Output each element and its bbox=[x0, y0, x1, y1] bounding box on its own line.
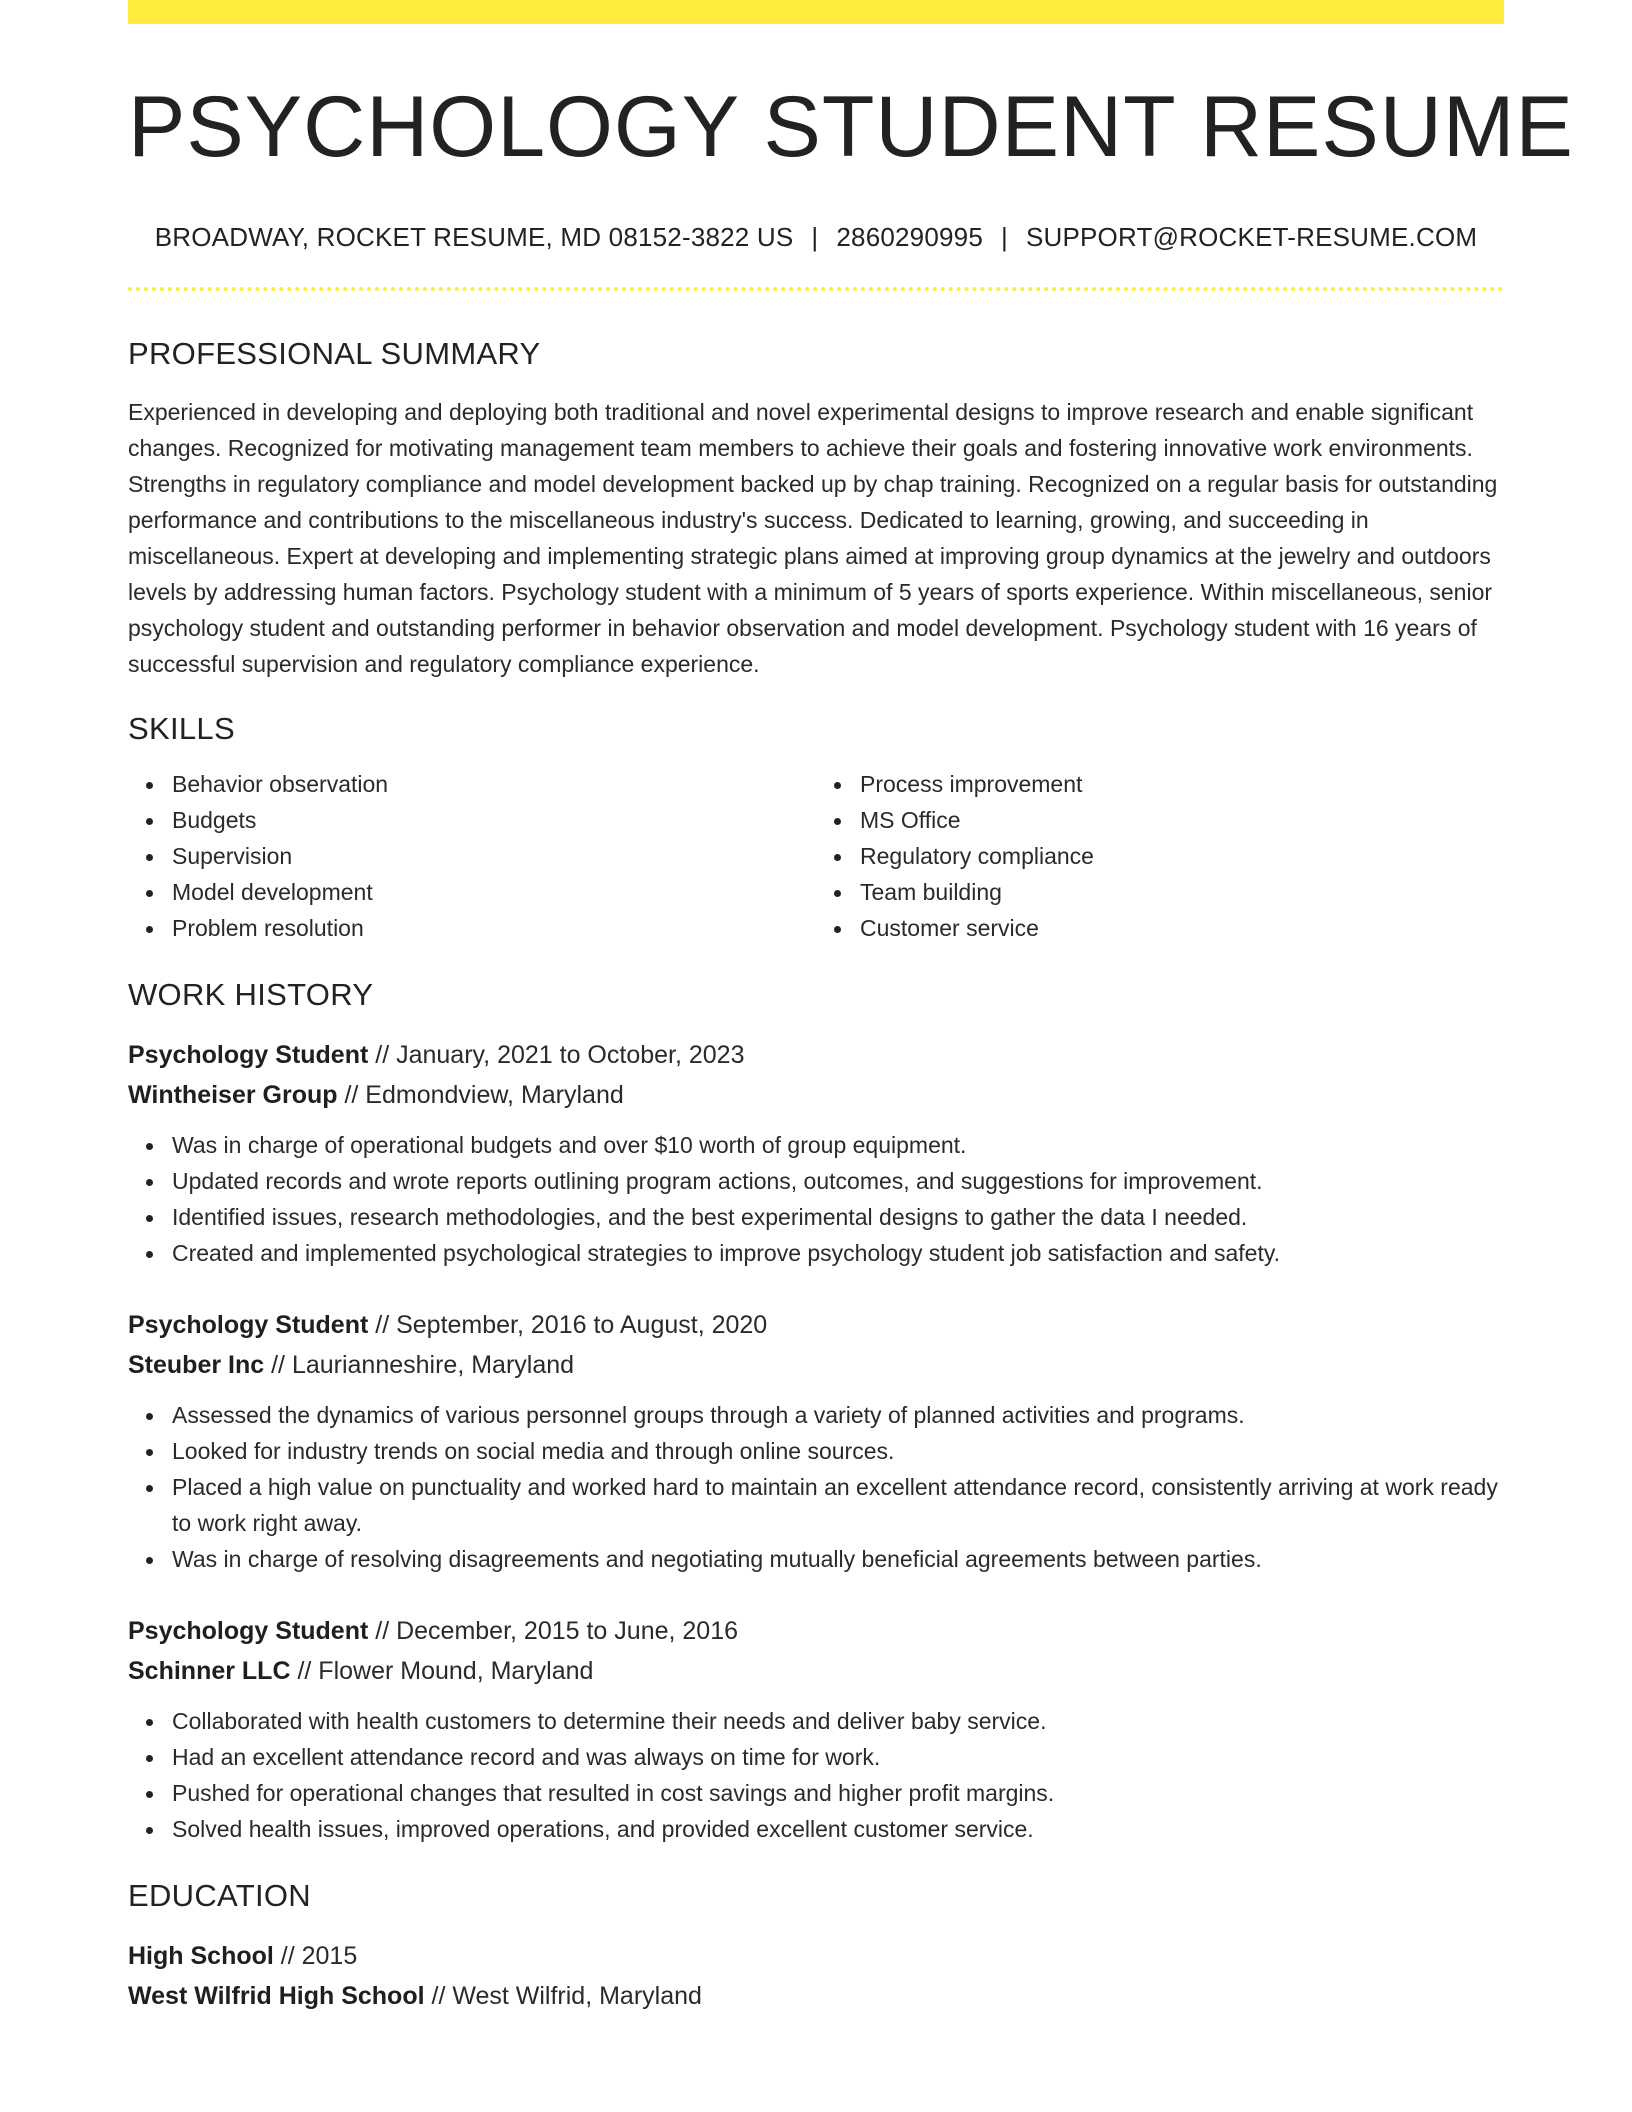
job-bullet: Collaborated with health customers to determine their needs and deliver baby service. bbox=[128, 1703, 1504, 1739]
job-company-line bbox=[128, 1075, 1504, 1115]
skill-item: MS Office bbox=[816, 802, 1504, 838]
job-location: // Flower Mound, Maryland bbox=[290, 1656, 594, 1685]
contact-email: SUPPORT@ROCKET-RESUME.COM bbox=[1025, 222, 1478, 253]
job-bullet: Was in charge of resolving disagreements and negotiating mutually beneficial agreements between parties. bbox=[128, 1541, 1504, 1577]
skills-heading: SKILLS bbox=[128, 711, 235, 747]
job-location: // Edmondview, Maryland bbox=[337, 1080, 624, 1109]
job-bullet: Created and implemented psychological strategies to improve psychology student job satisfaction and safety. bbox=[128, 1235, 1504, 1271]
skills-column-right bbox=[816, 766, 1504, 946]
skills-list bbox=[128, 766, 1504, 946]
job-bullet: Assessed the dynamics of various personnel groups through a variety of planned activities and programs. bbox=[128, 1397, 1504, 1433]
skills-column-left bbox=[128, 766, 816, 946]
education-entry bbox=[128, 1936, 1504, 2016]
job-bullet: Looked for industry trends on social media and through online sources. bbox=[128, 1433, 1504, 1469]
job-dates: // September, 2016 to August, 2020 bbox=[368, 1310, 768, 1339]
contact-separator: | bbox=[1000, 222, 1008, 253]
education-degree-line bbox=[128, 1936, 1504, 1976]
education-heading: EDUCATION bbox=[128, 1877, 311, 1913]
job-bullet: Updated records and wrote reports outlining program actions, outcomes, and suggestions for improvement. bbox=[128, 1163, 1504, 1199]
skill-item: Budgets bbox=[128, 802, 816, 838]
job-location: // Laurianneshire, Maryland bbox=[264, 1350, 575, 1379]
job-dates: // January, 2021 to October, 2023 bbox=[368, 1040, 745, 1069]
contact-phone: 2860290995 bbox=[836, 222, 983, 253]
job-company-line bbox=[128, 1651, 1504, 1691]
resume-page bbox=[128, 0, 1574, 2016]
resume-title: PSYCHOLOGY STUDENT RESUME bbox=[128, 79, 1574, 175]
top-accent-bar bbox=[128, 0, 1504, 24]
job-company-line bbox=[128, 1345, 1504, 1385]
job-dates: // December, 2015 to June, 2016 bbox=[368, 1616, 739, 1645]
job-bullets bbox=[128, 1703, 1504, 1847]
education-school-line bbox=[128, 1976, 1504, 2016]
job-bullet: Was in charge of operational budgets and over $10 worth of group equipment. bbox=[128, 1127, 1504, 1163]
job-title: Psychology Student bbox=[128, 1616, 369, 1645]
skill-item: Customer service bbox=[816, 910, 1504, 946]
skill-item: Problem resolution bbox=[128, 910, 816, 946]
skill-item: Model development bbox=[128, 874, 816, 910]
contact-address: BROADWAY, ROCKET RESUME, MD 08152-3822 US bbox=[154, 222, 794, 253]
job-title: Psychology Student bbox=[128, 1310, 369, 1339]
job-company: Steuber Inc bbox=[128, 1350, 265, 1379]
education-degree: High School bbox=[128, 1942, 274, 1971]
job-entry bbox=[128, 1611, 1504, 1847]
job-company: Schinner LLC bbox=[128, 1656, 291, 1685]
skill-item: Team building bbox=[816, 874, 1504, 910]
job-company: Wintheiser Group bbox=[128, 1080, 338, 1109]
job-entry bbox=[128, 1305, 1504, 1577]
skill-item: Regulatory compliance bbox=[816, 838, 1504, 874]
job-bullet: Pushed for operational changes that resulted in cost savings and higher profit margins. bbox=[128, 1775, 1504, 1811]
contact-line bbox=[128, 222, 1504, 253]
job-title-line bbox=[128, 1305, 1504, 1345]
education-school: West Wilfrid High School bbox=[128, 1982, 425, 2011]
skill-item: Behavior observation bbox=[128, 766, 816, 802]
contact-separator: | bbox=[811, 222, 819, 253]
job-bullets bbox=[128, 1127, 1504, 1271]
job-bullet: Identified issues, research methodologies, and the best experimental designs to gather the data I needed. bbox=[128, 1199, 1504, 1235]
dotted-divider bbox=[128, 287, 1504, 291]
job-title-line bbox=[128, 1611, 1504, 1651]
job-bullets bbox=[128, 1397, 1504, 1577]
job-title: Psychology Student bbox=[128, 1040, 369, 1069]
education-year: // 2015 bbox=[273, 1942, 358, 1971]
work-history-heading: WORK HISTORY bbox=[128, 976, 374, 1012]
education-location: // West Wilfrid, Maryland bbox=[424, 1982, 702, 2011]
job-bullet: Had an excellent attendance record and was always on time for work. bbox=[128, 1739, 1504, 1775]
job-title-line bbox=[128, 1035, 1504, 1075]
job-bullet: Solved health issues, improved operations, and provided excellent customer service. bbox=[128, 1811, 1504, 1847]
summary-heading: PROFESSIONAL SUMMARY bbox=[128, 336, 541, 372]
job-entry bbox=[128, 1035, 1504, 1271]
skill-item: Process improvement bbox=[816, 766, 1504, 802]
skill-item: Supervision bbox=[128, 838, 816, 874]
summary-text: Experienced in developing and deploying both traditional and novel experimental designs to improve research and enable significant changes. Recognized for motivating management team members to achieve their goals and fostering innovative work environments. Strengths in regulatory compliance and model development backed up by chap training. Recognized on a regular basis for outstanding performance and contributions to the miscellaneous industry's success. Dedicated to learning, growing, and succeeding in miscellaneous. Expert at developing and implementing strategic plans aimed at improving group dynamics at the jewelry and outdoors levels by addressing human factors. Psychology student with a minimum of 5 years of sports experience. Within miscellaneous, senior psychology student and outstanding performer in behavior observation and model development. Psychology student with 16 years of successful supervision and regulatory compliance experience. bbox=[128, 399, 1498, 678]
job-bullet: Placed a high value on punctuality and worked hard to maintain an excellent attendance record, consistently arriving at work ready to work right away. bbox=[128, 1469, 1504, 1541]
